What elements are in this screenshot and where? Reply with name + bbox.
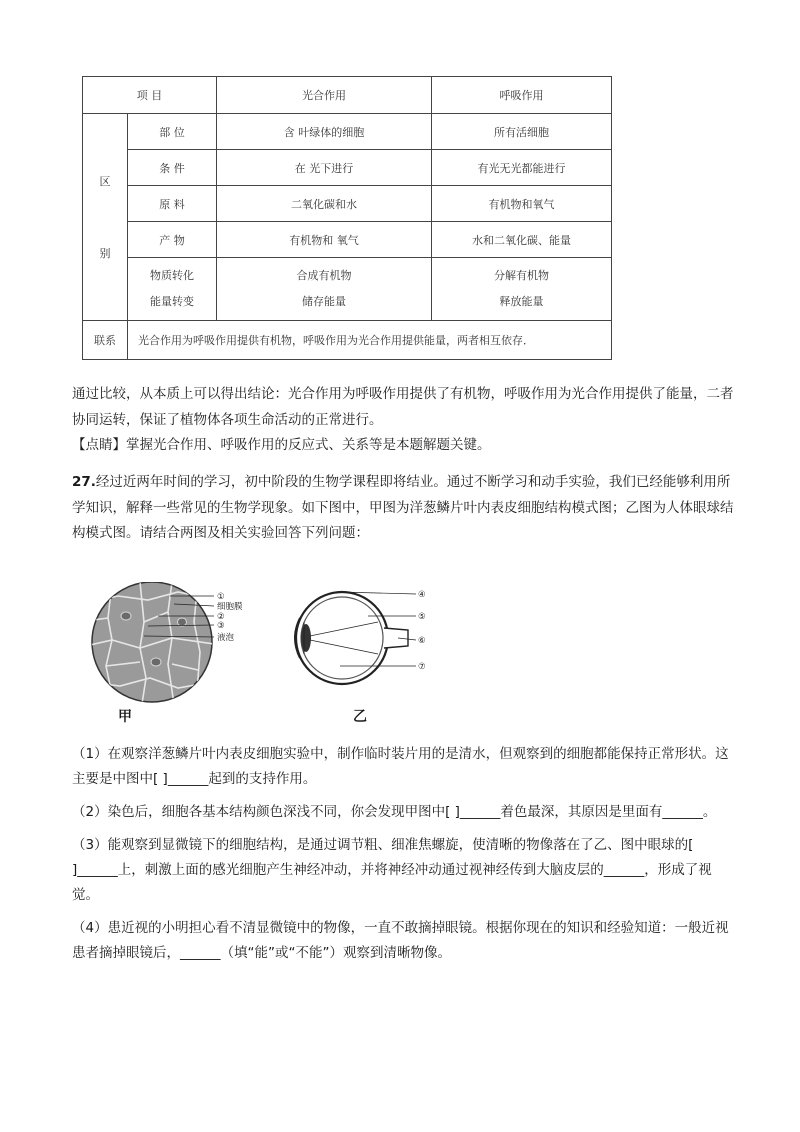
photo-cell: 含 叶绿体的细胞 [217, 114, 432, 150]
subquestion: （3）能观察到显微镜下的细胞结构，是通过调节粗、细准焦螺旋，使清晰的物像落在了乙、图中眼球的[ ]______上，刺激上面的感光细胞产生神经冲动，并将神经冲动通过视神经传到大脑皮层的______，形成了视觉。 [72, 837, 712, 903]
table-row [83, 150, 612, 186]
row-label-line: 物质转化 [150, 269, 194, 282]
resp-cell: 有机物和氧气 [432, 186, 612, 222]
figure-drawing [78, 582, 438, 704]
resp-cell: 水和二氧化碳、能量 [432, 222, 612, 258]
difference-char-1: 区 [99, 175, 111, 188]
resp-cell: 有光无光都能进行 [432, 150, 612, 186]
analysis-block [72, 382, 736, 459]
link-text: 光合作用为呼吸作用提供有机物，呼吸作用为光合作用提供能量，两者相互依存． [128, 321, 612, 360]
difference-char-2: 别 [99, 247, 111, 260]
table-row [83, 222, 612, 258]
resp-cell [432, 258, 612, 321]
table-row [83, 186, 612, 222]
difference-label [83, 114, 128, 321]
photo-cell: 有机物和 氧气 [217, 222, 432, 258]
question-text: 经过近两年时间的学习，初中阶段的生物学课程即将结业。通过不断学习和动手实验，我们已经能够利用所学知识，解释一些常见的生物学现象。如下图中，甲图为洋葱鳞片叶内表皮细胞结构模式图；乙图为人体眼球结构模式图。请结合两图及相关实验回答下列问题： [72, 474, 734, 541]
header-photosynthesis: 光合作用 [217, 77, 432, 114]
resp-line: 释放能量 [499, 295, 544, 308]
subquestion: （2）染色后，细胞各基本结构颜色深浅不同，你会发现甲图中[ ]______着色最深，其原因是里面有______。 [72, 804, 717, 820]
cell-label: ② [217, 612, 225, 622]
photo-cell: 在 光下进行 [217, 150, 432, 186]
cell-label: 液泡 [217, 633, 235, 643]
link-label: 联系 [83, 321, 128, 360]
onion-cell-diagram [78, 582, 243, 704]
subquestions-block [72, 742, 736, 966]
optic-nerve [384, 628, 408, 648]
photo-line: 储存能量 [302, 295, 346, 308]
eyeball-diagram [295, 590, 426, 684]
question-number: 27. [72, 474, 96, 490]
cell-label: ③ [217, 621, 225, 631]
eye-label: ⑤ [418, 612, 426, 622]
photo-line: 合成有机物 [296, 269, 352, 282]
figure [78, 582, 438, 725]
subquestion: （1）在观察洋葱鳞片叶内表皮细胞实验中，制作临时装片用的是清水，但观察到的细胞都能保持正常形状。这主要是中图中[ ]______起到的支持作用。 [72, 746, 729, 787]
conclusion-text: 通过比较，从本质上可以得出结论：光合作用为呼吸作用提供了有机物，呼吸作用为光合作用提供了能量，二者协同运转，保证了植物体各项生命活动的正常进行。 [72, 386, 734, 428]
subquestion: （4）患近视的小明担心看不清显微镜中的物像，一直不敢摘掉眼镜。根据你现在的知识和经验知道：一般近视患者摘掉眼镜后，______（填“能”或“不能”）观察到清晰物像。 [72, 920, 729, 961]
eye-label: ⑥ [418, 636, 426, 646]
cell-label: ① [217, 592, 225, 602]
question-block [72, 470, 736, 547]
table-header-row [83, 77, 612, 114]
comparison-table [82, 76, 612, 360]
photo-cell [217, 258, 432, 321]
row-label: 原 料 [128, 186, 217, 222]
caption-yi: 乙 [353, 709, 367, 725]
row-label: 产 物 [128, 222, 217, 258]
caption-jia: 甲 [118, 709, 132, 725]
row-label: 部 位 [128, 114, 217, 150]
table-row [83, 321, 612, 360]
comment-text: 【点睛】掌握光合作用、呼吸作用的反应式、关系等是本题解题关键。 [72, 437, 491, 453]
resp-line: 分解有机物 [494, 269, 549, 282]
cell-label: 细胞膜 [217, 602, 243, 612]
row-label: 条 件 [128, 150, 217, 186]
eye-label: ⑦ [418, 662, 426, 672]
eye-label: ④ [418, 590, 426, 600]
resp-cell: 所有活细胞 [432, 114, 612, 150]
header-respiration: 呼吸作用 [432, 77, 612, 114]
table-row [83, 114, 612, 150]
header-item: 项 目 [83, 77, 217, 114]
row-label-line: 能量转变 [150, 295, 194, 308]
row-label [128, 258, 217, 321]
photo-cell: 二氧化碳和水 [217, 186, 432, 222]
lens [301, 624, 311, 652]
table-row [83, 258, 612, 321]
